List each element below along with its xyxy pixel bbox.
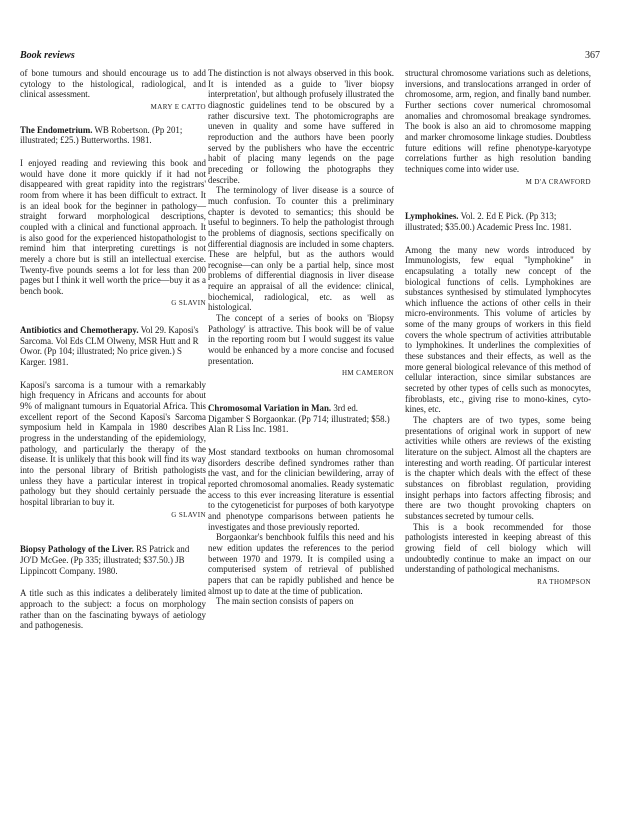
column-left	[20, 68, 206, 631]
review-text: A title such as this indicates a deliberately limited approach to the subject: a focus on morphology rather than on the fascinating byways of aetiology and pathogenesis.	[20, 588, 206, 631]
section-title: Book reviews	[20, 50, 75, 61]
review-heading	[405, 211, 591, 232]
review-text: Kaposi's sarcoma is a tumour with a remarkably high frequency in Africans and accounts for about 9% of malignant tumours in Equatorial Africa. This excellent report of the Second Kaposi's Sarcoma symposium held in Kampala in 1980 describes progress in the understanding of the epidemiology, pathology, and particularly the therapy of the disease. It is unlikely that this book will find its way into the personal library of British pathologists unless they have a particular interest in tropical pathology but they should certainly persuade the hospital librarian to buy it.	[20, 379, 206, 507]
reviewer-name: RA THOMPSON	[537, 577, 591, 586]
review-text: The concept of a series of books on 'Biopsy Pathology' is attractive. This book will be of value in the reporting room but I would suggest its value would be enhanced by a more concise and focused presentation.	[208, 313, 394, 366]
reviewer-name: G SLAVIN	[171, 510, 206, 519]
review-text: I enjoyed reading and reviewing this book and would have done it more quickly if it had not disappeared with great rapidity into the registrars' room from where it has been difficult to extract. It is an ideal book for the beginner in pathology—straight forward morphological descriptions, coupled with a clinical and functional approach. It is also good for the experienced histopathologist to remind him that interpreting curettings is not merely a chore but is still an intellectual exercise. Twenty-five pounds seems a lot for less than 200 pages but I think it well worth the price—buy it as a bench book.	[20, 157, 206, 296]
book-details: RS Patrick and JO'D McGee. (Pp 335; illustrated; $37.50.) JB Lippincott Company. 1980.	[20, 544, 190, 576]
reviewer-name: HM CAMERON	[341, 369, 394, 378]
book-details: WB Robertson. (Pp 201; illustrated; £25.) Butterworths. 1981.	[20, 124, 183, 146]
book-title: The Endometrium.	[20, 124, 93, 135]
book-details: Vol. 2. Ed E Pick. (Pp 313; illustrated; $35.00.) Academic Press Inc. 1981.	[405, 211, 572, 232]
book-details: 3rd ed. Digamber S Borgaonkar. (Pp 714; illustrated; $58.) Alan R Liss Inc. 1981.	[208, 403, 390, 435]
column-middle	[208, 68, 394, 607]
reviewer-name: M D'A CRAWFORD	[525, 177, 591, 186]
review-text: structural chromosome variations such as deletions, inversions, and translocations arranged in order of chromosome, arm, region, and finally band number. Further sections cover numerical chromosomal anomalies and chromosomal breakage syndromes. The book is also an aid to chromosome mapping and marker chromosome linkage studies. Doubtless future editions will refine phenotype-karyotype correlations further as high resolution banding techniques come into wider use.	[405, 68, 591, 174]
review-text: Most standard textbooks on human chromosomal disorders describe defined syndromes rather than the vast, and for the clinician bewildering, array of reported chromosomal anomalies. Ready systematic access to this ever increasing literature is essential to the cytogeneticist for purposes of both karyotype and phenotype comparisons between patients he investigates and those previously reported.	[208, 447, 394, 532]
reviewer-name: MARY E CATTO	[150, 102, 206, 111]
book-title: Antibiotics and Chemotherapy.	[20, 325, 139, 336]
review-text: The chapters are of two types, some being presentations of original work in support of new activities while others are reviews of the existing literature on the subject. Almost all the chapters are interesting and worth reading. Of particular interest is the chapter which deals with the effect of these substances on fibroblast regulation, providing insight perhaps into factors affecting fibrosis; and there are two thought provoking chapters on substances secreted by tumour cells.	[405, 415, 591, 521]
review-heading	[208, 403, 394, 435]
review-text: The main section consists of papers on	[216, 596, 354, 607]
reviewer-name: G SLAVIN	[171, 299, 206, 308]
book-title: Lymphokines.	[405, 211, 459, 222]
review-text: This is a book recommended for those pathologists interested in keeping abreast of this growing field of cell biology which will undoubtedly continue to make an impact on our understanding of pathological mechanisms.	[405, 521, 591, 575]
review-text: Borgaonkar's benchbook fulfils this need and his new edition updates the references to the period between 1970 and 1979. It is compiled using a computerised system of retrieval of published papers that can be rapidly published and hence be almost up to date at the time of publication.	[208, 532, 394, 596]
review-heading	[20, 544, 206, 576]
review-heading	[20, 325, 206, 368]
review-heading	[20, 125, 206, 146]
book-details: Vol 29. Kaposi's Sarcoma. Vol Eds CLM Olweny, MSR Hutt and R Owor. (Pp 104; illustrated; No price given.) S Karger. 1981.	[20, 325, 199, 368]
review-text: The terminology of liver disease is a source of much confusion. To counter this a preliminary chapter is devoted to semantics; this should be useful to beginners. To help the pathologist through the problems of diagnosis, sections specifically on differential diagnosis are included in some chapters. These are helpful, but as the authors would recognise—can only be a partial help, since most problems of differential diagnosis in liver disease require an appraisal of all the evidence: clinical, biochemical, radiological, etc. as well as histological.	[208, 185, 394, 313]
column-right	[405, 68, 591, 588]
book-title: Biopsy Pathology of the Liver.	[20, 544, 134, 555]
running-head	[20, 50, 600, 64]
review-text: of bone tumours and should encourage us to add cytology to the histological, radiological, and clinical assessment.	[20, 68, 206, 100]
book-title: Chromosomal Variation in Man.	[208, 403, 332, 414]
page-number: 367	[585, 50, 600, 61]
review-text: The distinction is not always observed in this book. It is intended as a guide to 'liver biopsy interpretation', but although profusely illustrated the diagnostic guidelines tend to be obscured by a rather discursive text. The photomicrographs are uneven in quality and some have suffered in reproduction and the authors have been poorly served by the publishers who have the eccentric habit of placing many legends on the page preceding or following the photographs they describe.	[208, 68, 394, 185]
review-text: Among the many new words introduced by Immunologists, few equal "lymphokine" in encapsulating a totally new concept of the biological functions of cells. Lymphokines are substances synthesised by stimulated lymphocytes which influence the actions of other cells in their micro-environments. This volume of articles by some of the many groups of workers in this field covers the whole spectrum of activities attributable to lymphokines. It underlines the complexities of these substances and their effects, as well as the more general biological relevance of this method of cellular interaction, since similar substances are secreted by other types of cells such as monocytes, fibroblasts, etc., giving rise to mono-kines, cyto-kines, etc.	[405, 244, 591, 415]
